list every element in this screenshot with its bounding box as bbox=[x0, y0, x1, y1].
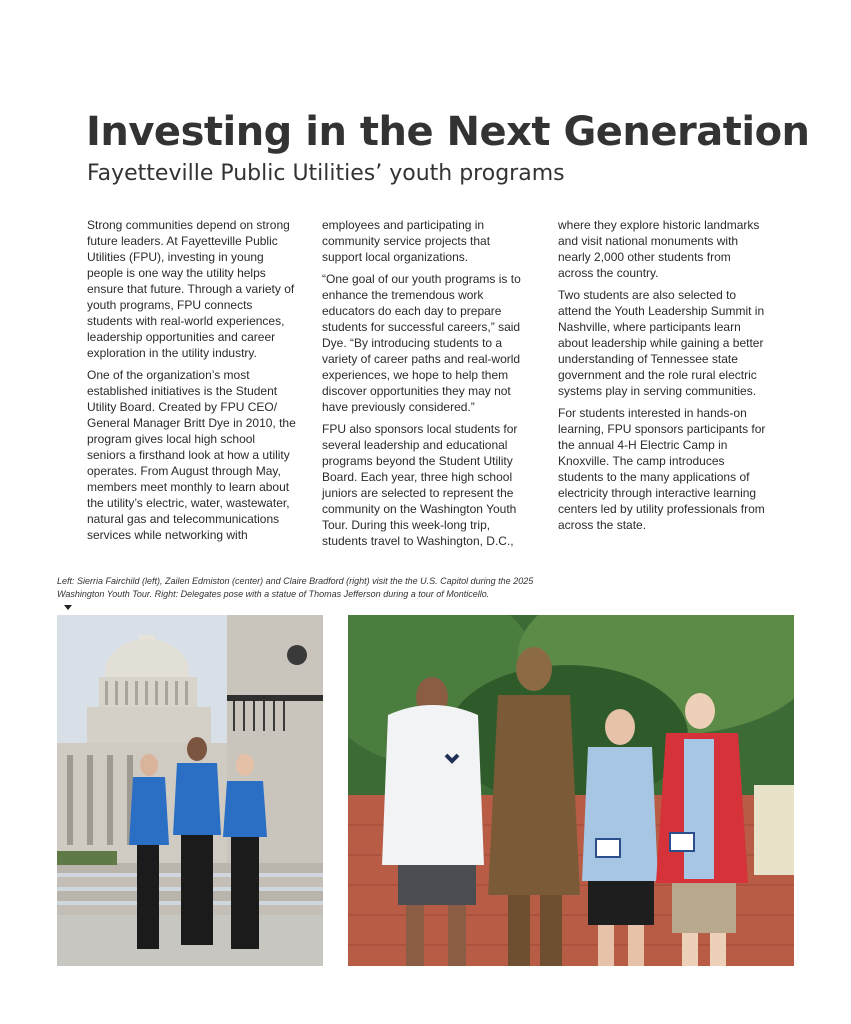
paragraph: For students interested in hands-on learning, FPU sponsors participants for the annual 4-H Electric Camp in Knoxville. The camp introduces students to the many applications of electricity through interactive learning centers led by utility professionals from across the state. bbox=[558, 406, 766, 532]
caret-down-icon bbox=[64, 605, 72, 610]
text-column-3 bbox=[558, 217, 768, 539]
article-subtitle: Fayetteville Public Utilities’ youth programs bbox=[87, 161, 565, 186]
text-column-2 bbox=[322, 217, 532, 555]
paragraph: where they explore historic landmarks and visit national monuments with nearly 2,000 other students from across the country. bbox=[558, 218, 760, 280]
paragraph: One of the organization’s most established initiatives is the Student Utility Board. Created by FPU CEO/ General Manager Britt Dye in 2010, the program gives local high school seniors a firsthand look at how a utility operates. From August through May, members meet monthly to learn about the utility’s electric, water, wastewater, natural gas and telecommunications services while networking with bbox=[87, 368, 296, 542]
photo-capitol bbox=[57, 615, 323, 966]
text-column-1 bbox=[87, 217, 297, 549]
paragraph: Two students are also selected to attend the Youth Leadership Summit in Nashville, where participants learn about leadership while gaining a better understanding of Tennessee state government and the role rural electric systems play in serving communities. bbox=[558, 288, 765, 398]
paragraph: FPU also sponsors local students for several leadership and educational programs beyond the Student Utility Board. Each year, three high school juniors are selected to represent the community on the Washington Youth Tour. During this week-long trip, students travel to Washington, D.C., bbox=[322, 422, 518, 548]
paragraph: “One goal of our youth programs is to enhance the tremendous work educators do each day to prepare students for successful careers,” said Dye. “By introducing students to a variety of career paths and real-world experiences, we hope to help them discover opportunities they may not have previously considered.” bbox=[322, 272, 521, 414]
photo-monticello bbox=[348, 615, 794, 966]
photo-caption: Left: Sierria Fairchild (left), Zailen Edmiston (center) and Claire Bradford (right) visit the the U.S. Capitol during the 2025 Washington Youth Tour. Right: Delegates pose with a statue of Thomas Jefferson during a tour of Monticello. bbox=[57, 576, 534, 599]
article-title: Investing in the Next Generation bbox=[86, 109, 810, 155]
paragraph: employees and participating in community service projects that support local organizations. bbox=[322, 218, 491, 264]
paragraph: Strong communities depend on strong future leaders. At Fayetteville Public Utilities (FPU), investing in young people is one way the utility helps ensure that future. Through a variety of youth programs, FPU connects students with real-world experiences, leadership opportunities and career exploration in the utility industry. bbox=[87, 218, 295, 360]
